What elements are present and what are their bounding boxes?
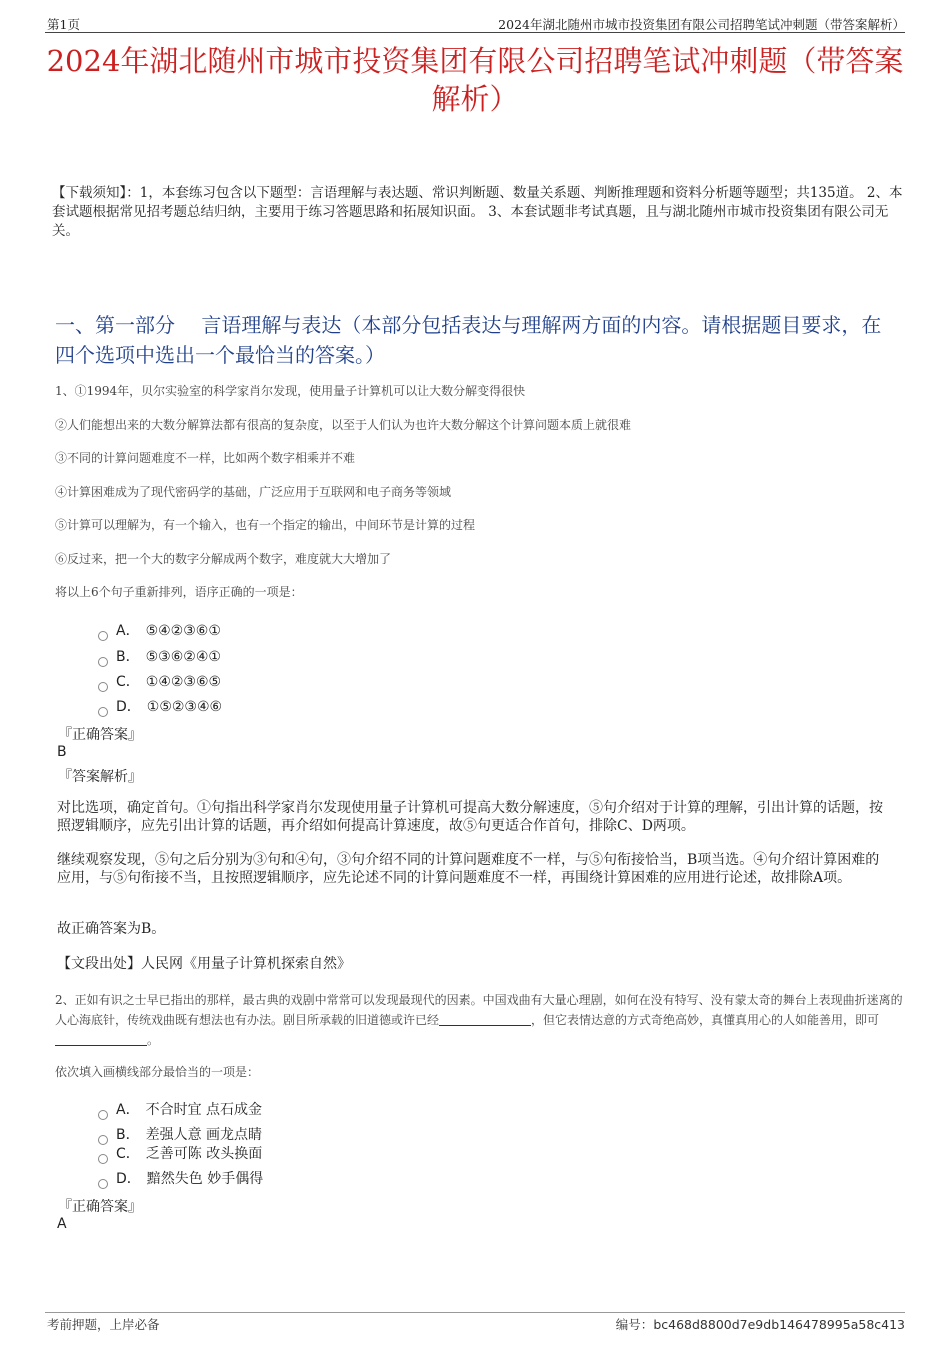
document-code (616, 1315, 905, 1333)
fill-blank-2[interactable] (55, 1033, 147, 1046)
q1-sentence: 1、①1994年，贝尔实验室的科学家肖尔发现，使用量子计算机可以让大数分解变得很快 (55, 384, 526, 398)
option-text: 差强人意 画龙点睛 (145, 1127, 263, 1143)
q1-analysis-paragraph: 故正确答案为B。 (57, 921, 166, 937)
option-key: A． (116, 623, 140, 639)
code-label: 编号： (615, 1317, 654, 1332)
option-key: D． (116, 1171, 141, 1187)
q1-source: 【文段出处】人民网《用量子计算机探索自然》 (57, 956, 351, 972)
radio-icon[interactable] (98, 631, 108, 641)
radio-icon[interactable] (98, 1179, 108, 1189)
option-text: 不合时宜 点石成金 (145, 1102, 263, 1118)
q2-stem-part: 2、正如有识之士早已指出的那样，最古典的戏剧中常常可以发现最现代的因素。中国戏曲有大量心理剧，如何在没有特写、没有蒙太奇的舞台上表现曲折迷离的人心海底针，传统戏曲既有想法也有办法。剧目所承载的旧道德或许已经 (55, 993, 903, 1027)
option-key: B． (116, 649, 140, 665)
option-key: D． (116, 699, 141, 715)
q2-answer-label: 『正确答案』 (58, 1199, 142, 1215)
radio-icon[interactable] (98, 707, 108, 717)
code-value: bc468d8800d7e9db146478995a58c413 (653, 1317, 905, 1332)
q2-stem-part: 。 (147, 1033, 160, 1047)
q1-sentence: ④计算困难成为了现代密码学的基础，广泛应用于互联网和电子商务等领域 (55, 485, 452, 499)
radio-icon[interactable] (98, 1154, 108, 1164)
footer-divider (45, 1312, 905, 1313)
q1-sentence: ②人们能想出来的大数分解算法都有很高的复杂度，以至于人们认为也许大数分解这个计算问题本质上就很难 (55, 418, 632, 432)
radio-icon[interactable] (98, 1110, 108, 1120)
option-key: C． (116, 674, 140, 690)
q1-analysis-label: 『答案解析』 (58, 769, 142, 785)
q2-option-a[interactable] (98, 1099, 262, 1120)
q1-option-c[interactable] (98, 671, 221, 692)
q1-analysis-paragraph: 继续观察发现，⑤句之后分别为③句和④句，③句介绍不同的计算问题难度不一样，与⑤句衔接恰当，B项当选。④句介绍计算困难的应用，与⑤句衔接不当，且按照逻辑顺序，应先论述不同的计算问题难度不一样，再围绕计算困难的应用进行论述，故排除A项。 (57, 852, 880, 886)
q2-option-b[interactable] (98, 1124, 262, 1145)
q1-answer-label: 『正确答案』 (58, 727, 142, 743)
footer-slogan: 考前押题，上岸必备 (47, 1317, 160, 1332)
q2-answer: A (57, 1216, 67, 1232)
option-text: ⑤③⑥②④① (145, 649, 221, 665)
radio-icon[interactable] (98, 657, 108, 667)
page-number: 第1页 (47, 17, 80, 32)
q2-option-d[interactable] (98, 1168, 263, 1189)
q2-option-c[interactable] (98, 1143, 262, 1164)
running-header-title: 2024年湖北随州市城市投资集团有限公司招聘笔试冲刺题（带答案解析） (498, 17, 905, 32)
option-text: ①⑤②③④⑥ (146, 699, 223, 715)
option-key: B． (116, 1127, 140, 1143)
option-text: ①④②③⑥⑤ (145, 674, 222, 690)
option-text: 乏善可陈 改头换面 (145, 1146, 263, 1162)
fill-blank-1[interactable] (439, 1013, 531, 1026)
option-key: C． (116, 1146, 140, 1162)
document-title: 2024年湖北随州市城市投资集团有限公司招聘笔试冲刺题（带答案解析） (46, 44, 904, 116)
q1-sentence: ⑥反过来，把一个大的数字分解成两个数字，难度就大大增加了 (55, 552, 392, 566)
section-heading: 一、第一部分 言语理解与表达（本部分包括表达与理解两方面的内容。请根据题目要求，在四个选项中选出一个最恰当的答案。） (55, 313, 882, 367)
option-text: 黯然失色 妙手偶得 (146, 1171, 264, 1187)
header-divider (45, 32, 905, 33)
q1-option-d[interactable] (98, 696, 222, 717)
q1-prompt: 将以上6个句子重新排列，语序正确的一项是： (55, 585, 303, 599)
q1-option-a[interactable] (98, 620, 221, 641)
q2-prompt: 依次填入画横线部分最恰当的一项是： (55, 1065, 260, 1079)
option-text: ⑤④②③⑥① (145, 623, 221, 639)
option-key: A． (116, 1102, 140, 1118)
q1-sentence: ③不同的计算问题难度不一样，比如两个数字相乘并不难 (55, 451, 356, 465)
q1-sentence: ⑤计算可以理解为，有一个输入，也有一个指定的输出，中间环节是计算的过程 (55, 518, 476, 532)
q1-answer: B (57, 744, 67, 760)
download-notice: 【下载须知】：1，本套练习包含以下题型：言语理解与表达题、常识判断题、数量关系题、判断推理题和资料分析题等题型；共135道。 2、本套试题根据常见招考题总结归纳，主要用于练习答题思路和拓展知识面。 3、本套试题非考试真题，且与湖北随州市城市投资集团有限公司无关。 (52, 185, 903, 239)
q2-stem-part: ，但它表情达意的方式奇绝高妙，真懂真用心的人如能善用，即可 (531, 1013, 880, 1027)
q1-analysis-paragraph: 对比选项，确定首句。①句指出科学家肖尔发现使用量子计算机可提高大数分解速度，⑤句介绍对于计算的理解，引出计算的话题，按照逻辑顺序，应先引出计算的话题，再介绍如何提高计算速度，故⑤句更适合作首句，排除C、D两项。 (57, 800, 883, 834)
q2-stem (55, 990, 905, 1050)
q1-option-b[interactable] (98, 646, 221, 667)
radio-icon[interactable] (98, 682, 108, 692)
